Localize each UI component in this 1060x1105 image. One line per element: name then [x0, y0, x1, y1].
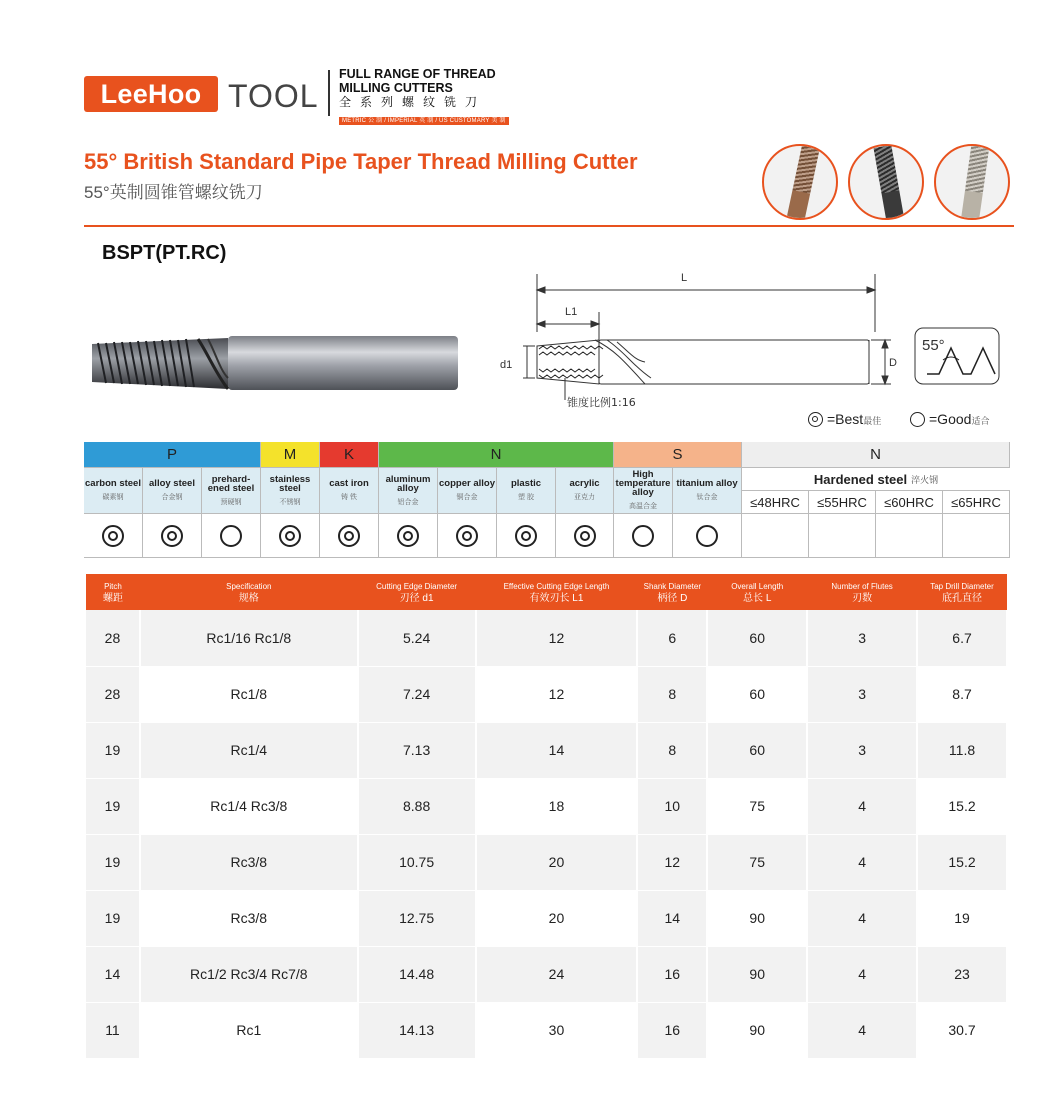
table-cell: 12.75 [358, 890, 476, 946]
material-name: stainless steel [269, 473, 311, 494]
taper-note: 锥度比例1:16 [567, 396, 636, 409]
best-rating-icon [515, 525, 537, 547]
good-rating-icon [696, 525, 718, 547]
tagline [339, 68, 509, 126]
material-name-cn: 碳素钢 [102, 494, 124, 501]
hardness-level: ≤60HRC [876, 491, 943, 514]
cutter-image [961, 145, 989, 220]
group-K [320, 442, 379, 468]
table-cell: Rc3/8 [140, 834, 358, 890]
group-label: N [490, 446, 502, 463]
spec-header-row [86, 574, 1007, 610]
hardness-level: ≤55HRC [809, 491, 876, 514]
table-cell: 28 [86, 666, 140, 722]
hardened-title-en: Hardened steel [813, 471, 908, 487]
group-label: P [166, 446, 177, 463]
table-cell: 3 [807, 610, 917, 666]
table-cell: 18 [476, 778, 638, 834]
hardened-steel-title [742, 468, 1010, 491]
table-row [86, 1002, 1007, 1058]
column-header-en: Overall Length [731, 582, 784, 591]
tagline-units: METRIC 公 制 / IMPERIAL 英 制 / US CUSTOMARY 美 制 [339, 117, 509, 125]
hardness-level: ≤65HRC [943, 491, 1010, 514]
material-name-cn: 钛合金 [696, 494, 718, 501]
material-name: High temperature alloy [615, 469, 671, 498]
table-row [86, 834, 1007, 890]
table-cell: 19 [86, 890, 140, 946]
table-cell: 16 [637, 946, 707, 1002]
table-cell: 90 [707, 946, 807, 1002]
tagline-line1: FULL RANGE OF THREAD [339, 67, 496, 81]
table-cell: 15.2 [917, 834, 1007, 890]
group-M [261, 442, 320, 468]
material-name-cn: 铝合金 [397, 498, 419, 506]
column-header-cn: 刃数 [852, 593, 873, 604]
group-N [379, 442, 614, 468]
column-header-en: Specification [226, 582, 272, 591]
material-name-cn: 合金钢 [161, 494, 183, 501]
rating-cell-empty [943, 514, 1010, 558]
dim-L1-label: L1 [565, 306, 578, 318]
column-header [86, 574, 140, 610]
cutter-product-image [88, 334, 463, 394]
dim-D-label: D [889, 357, 897, 369]
material-name-cn: 塑 胶 [518, 494, 534, 501]
best-rating-icon [161, 525, 183, 547]
table-row [86, 610, 1007, 666]
table-cell: 6.7 [917, 610, 1007, 666]
best-rating-icon [574, 525, 596, 547]
column-header-en: Cutting Edge Diameter [376, 582, 458, 591]
table-cell: 16 [637, 1002, 707, 1058]
table-cell: 60 [707, 722, 807, 778]
rating-cell [438, 514, 497, 558]
material-cell [438, 468, 497, 514]
group-N-hardened [742, 442, 1010, 468]
material-name-cn: 铜合金 [456, 494, 478, 501]
column-header-cn: 有效刃长 L1 [529, 593, 584, 604]
table-cell: Rc1/2 Rc3/4 Rc7/8 [140, 946, 358, 1002]
thumbnail-bronze-cutter [762, 144, 838, 220]
table-cell: 14.48 [358, 946, 476, 1002]
material-name: plastic [510, 478, 542, 489]
table-cell: 24 [476, 946, 638, 1002]
column-header [917, 574, 1007, 610]
rating-cell [202, 514, 261, 558]
column-header-cn: 柄径 D [657, 593, 688, 604]
table-cell: 90 [707, 890, 807, 946]
table-row [86, 778, 1007, 834]
table-cell: 28 [86, 610, 140, 666]
table-row [86, 890, 1007, 946]
table-cell: 14 [476, 722, 638, 778]
table-cell: 4 [807, 1002, 917, 1058]
material-cell [379, 468, 438, 514]
standard-code: BSPT(PT.RC) [102, 242, 227, 264]
table-cell: 11.8 [917, 722, 1007, 778]
group-label: S [672, 446, 683, 463]
material-name-cn: 亚克力 [574, 494, 595, 501]
material-name: titanium alloy [676, 478, 738, 489]
table-cell: 75 [707, 834, 807, 890]
table-cell: 3 [807, 666, 917, 722]
material-cell [143, 468, 202, 514]
thumbnail-silver-cutter [934, 144, 1010, 220]
legend-best [808, 411, 881, 427]
rating-cell [261, 514, 320, 558]
rating-cell-empty [876, 514, 943, 558]
table-cell: 8 [637, 722, 707, 778]
table-cell: Rc1/8 [140, 666, 358, 722]
table-cell: 7.13 [358, 722, 476, 778]
rating-cell [614, 514, 673, 558]
table-cell: 14 [637, 890, 707, 946]
table-cell: 4 [807, 890, 917, 946]
material-cell [497, 468, 556, 514]
good-rating-icon [220, 525, 242, 547]
legend-good-label: =Good [929, 411, 972, 427]
table-cell: 8.88 [358, 778, 476, 834]
table-cell: 5.24 [358, 610, 476, 666]
group-P [84, 442, 261, 468]
column-header [140, 574, 358, 610]
table-cell: 19 [917, 890, 1007, 946]
table-cell: 6 [637, 610, 707, 666]
table-cell: Rc1/16 Rc1/8 [140, 610, 358, 666]
thread-angle-label: 55° [922, 337, 945, 354]
hardened-rating-cells [742, 514, 1010, 558]
good-rating-icon [632, 525, 654, 547]
brand-suffix: TOOL [228, 78, 319, 114]
table-row [86, 666, 1007, 722]
table-cell: 8.7 [917, 666, 1007, 722]
material-name: prehard-ened steel [207, 473, 255, 494]
material-cell [673, 468, 742, 514]
cutter-technical-drawing [495, 262, 1015, 412]
brand-logo: LeeHoo [84, 76, 218, 112]
material-cell [202, 468, 261, 514]
table-cell: 10.75 [358, 834, 476, 890]
group-label: N [870, 446, 881, 463]
rating-cell-empty [742, 514, 809, 558]
column-header-en: Pitch [104, 582, 122, 591]
column-header [807, 574, 917, 610]
table-cell: 15.2 [917, 778, 1007, 834]
material-name-row [84, 468, 1010, 514]
rating-cell-empty [809, 514, 876, 558]
material-name: aluminum alloy [385, 473, 431, 494]
table-cell: 14.13 [358, 1002, 476, 1058]
material-name-cn: 预硬钢 [220, 498, 242, 506]
group-label: K [343, 446, 354, 463]
column-header [476, 574, 638, 610]
thumbnail-black-cutter [848, 144, 924, 220]
material-name: cast iron [329, 478, 369, 489]
table-cell: 19 [86, 778, 140, 834]
column-header-en: Shank Diameter [643, 582, 701, 591]
table-cell: 60 [707, 610, 807, 666]
table-cell: Rc1 [140, 1002, 358, 1058]
material-name: acrylic [569, 478, 600, 489]
spec-table [86, 574, 1008, 1059]
table-cell: 7.24 [358, 666, 476, 722]
dim-d1-label: d1 [500, 359, 513, 371]
table-cell: Rc3/8 [140, 890, 358, 946]
column-header-en: Effective Cutting Edge Length [503, 582, 610, 591]
material-name: alloy steel [149, 478, 195, 489]
material-name: carbon steel [85, 478, 141, 489]
table-cell: 19 [86, 722, 140, 778]
legend-good [910, 411, 989, 427]
column-header-cn: 总长 L [743, 593, 772, 604]
legend-best-label: =Best [827, 411, 864, 427]
good-symbol-icon [910, 412, 925, 427]
spec-table-body [86, 610, 1007, 1058]
rating-cell [320, 514, 379, 558]
column-header-cn: 刃径 d1 [399, 593, 434, 604]
table-cell: 23 [917, 946, 1007, 1002]
table-cell: Rc1/4 [140, 722, 358, 778]
table-cell: 4 [807, 834, 917, 890]
hardened-steel-header [742, 468, 1010, 514]
tagline-cn: 全系列螺纹铣刀 [339, 95, 487, 109]
table-cell: 90 [707, 1002, 807, 1058]
column-header [358, 574, 476, 610]
table-cell: 75 [707, 778, 807, 834]
table-cell: Rc1/4 Rc3/8 [140, 778, 358, 834]
table-row [86, 722, 1007, 778]
column-header-cn: 底孔直径 [942, 593, 983, 604]
rating-cell [497, 514, 556, 558]
dim-L-label: L [681, 272, 688, 284]
page-subtitle-cn: 55°英制圆锥管螺纹铣刀 [84, 183, 263, 202]
table-cell: 12 [476, 610, 638, 666]
best-symbol-icon [808, 412, 823, 427]
hardness-level: ≤48HRC [742, 491, 809, 514]
page-title: 55° British Standard Pipe Taper Thread Milling Cutter [84, 149, 638, 174]
table-cell: 3 [807, 722, 917, 778]
column-header [637, 574, 707, 610]
header-rule [84, 225, 1014, 227]
group-S [614, 442, 742, 468]
material-name-cn: 铸 铁 [341, 494, 357, 501]
table-cell: 20 [476, 890, 638, 946]
hardness-levels [742, 491, 1010, 514]
material-name: copper alloy [439, 478, 495, 489]
best-rating-icon [338, 525, 360, 547]
rating-cell [673, 514, 742, 558]
material-name-cn: 高温合金 [629, 503, 657, 510]
cutter-image [874, 145, 905, 220]
header-divider [328, 70, 330, 116]
rating-cell [379, 514, 438, 558]
table-row [86, 946, 1007, 1002]
material-name-cn: 不锈钢 [279, 498, 301, 506]
column-header-en: Number of Flutes [831, 582, 893, 591]
best-rating-icon [279, 525, 301, 547]
table-cell: 14 [86, 946, 140, 1002]
hardened-title-cn: 淬火钢 [911, 474, 939, 485]
material-cell [261, 468, 320, 514]
material-cell [614, 468, 673, 514]
table-cell: 11 [86, 1002, 140, 1058]
legend-good-cn: 适合 [971, 416, 990, 426]
table-cell: 19 [86, 834, 140, 890]
material-cell [320, 468, 379, 514]
material-cell [556, 468, 614, 514]
rating-cell [84, 514, 143, 558]
table-cell: 30.7 [917, 1002, 1007, 1058]
column-header-en: Tap Drill Diameter [930, 582, 994, 591]
column-header-cn: 螺距 [102, 593, 123, 604]
best-rating-icon [456, 525, 478, 547]
table-cell: 10 [637, 778, 707, 834]
legend-best-cn: 最佳 [863, 416, 882, 426]
column-header-cn: 规格 [238, 593, 259, 604]
table-cell: 12 [637, 834, 707, 890]
table-cell: 8 [637, 666, 707, 722]
table-cell: 20 [476, 834, 638, 890]
best-rating-icon [102, 525, 124, 547]
best-rating-icon [397, 525, 419, 547]
table-cell: 12 [476, 666, 638, 722]
material-table [84, 442, 1010, 558]
table-cell: 4 [807, 778, 917, 834]
group-label: M [283, 446, 297, 463]
rating-cell [143, 514, 202, 558]
column-header [707, 574, 807, 610]
material-cell [84, 468, 143, 514]
cutter-image [786, 145, 819, 220]
table-cell: 30 [476, 1002, 638, 1058]
tagline-line2: MILLING CUTTERS [339, 81, 453, 95]
material-rating-row [84, 514, 1010, 558]
table-cell: 60 [707, 666, 807, 722]
material-group-row [84, 442, 1010, 468]
table-cell: 4 [807, 946, 917, 1002]
rating-cell [556, 514, 614, 558]
